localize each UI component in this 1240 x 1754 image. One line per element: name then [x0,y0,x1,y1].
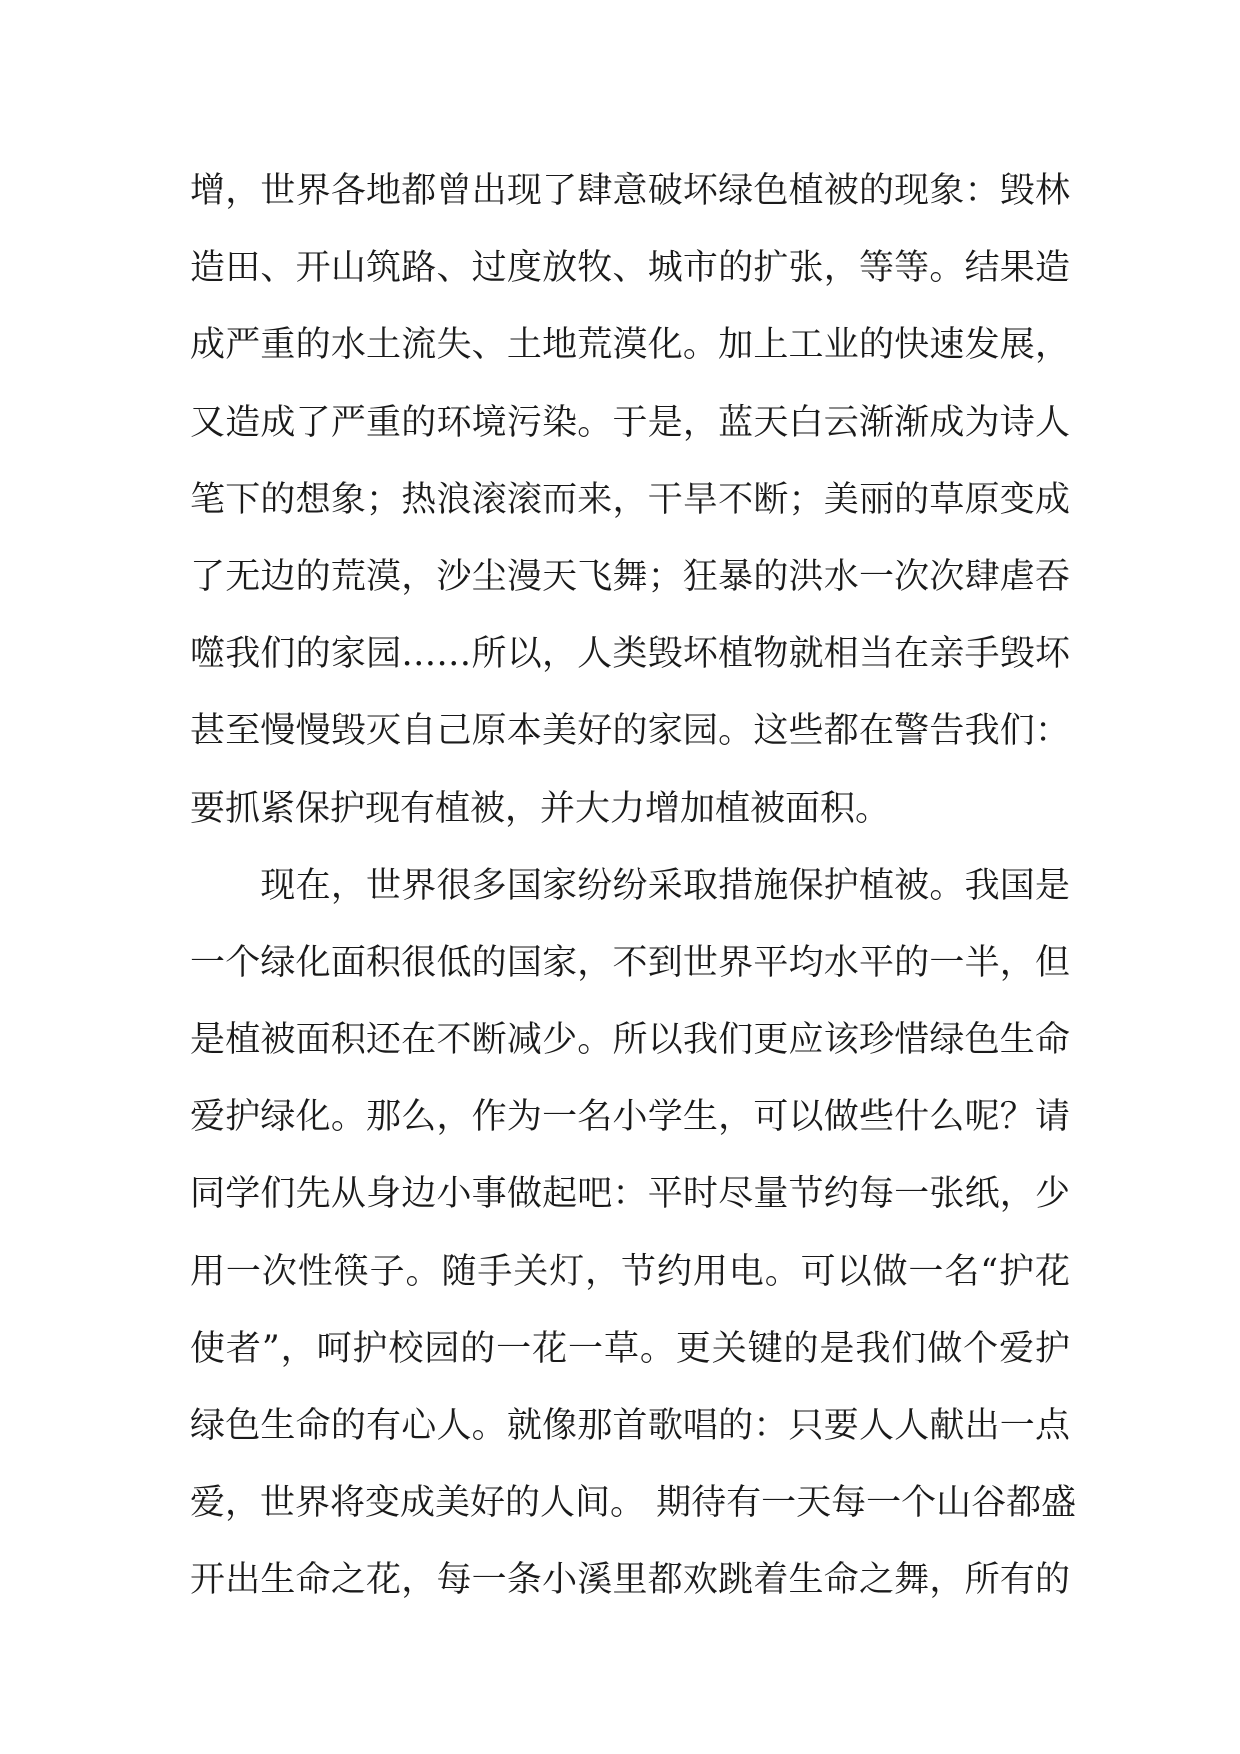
text-line: 成严重的水土流失、土地荒漠化。加上工业的快速发展， [190,325,1070,366]
text-line: 同学们先从身边小事做起吧：平时尽量节约每一张纸，少 [190,1174,1070,1215]
paragraph-start-line: 现在，世界很多国家纷纷采取措施保护植被。我国是 [190,865,1070,906]
text-line: 增，世界各地都曾出现了肆意破坏绿色植被的现象：毁林 [190,171,1070,211]
text-line: 爱护绿化。那么，作为一名小学生，可以做些什么呢？请 [190,1097,1070,1138]
text-line: 甚至慢慢毁灭自己原本美好的家园。这些都在警告我们： [190,711,1070,752]
text-line: 绿色生命的有心人。就像那首歌唱的：只要人人献出一点 [190,1406,1070,1446]
text-line: 开出生命之花，每一条小溪里都欢跳着生命之舞，所有的 [190,1560,1070,1601]
text-line: 用一次性筷子。随手关灯，节约用电。可以做一名“护花 [190,1251,1070,1292]
text-line: 爱，世界将变成美好的人间。 期待有一天每一个山谷都盛 [190,1483,1077,1524]
text-line: 了无边的荒漠，沙尘漫天飞舞；狂暴的洪水一次次肆虐吞 [190,556,1070,597]
text-line: 一个绿化面积很低的国家，不到世界平均水平的一半，但 [190,942,1070,983]
text-line: 使者”，呵护校园的一花一草。更关键的是我们做个爱护 [190,1328,1070,1369]
paragraph-end-line: 要抓紧保护现有植被，并大力增加植被面积。 [190,788,891,829]
body-text [190,168,1077,1635]
text-line: 又造成了严重的环境污染。于是，蓝天白云渐渐成为诗人 [190,402,1070,443]
text-line: 造田、开山筑路、过度放牧、城市的扩张，等等。结果造 [190,248,1070,289]
text-line: 是植被面积还在不断减少。所以我们更应该珍惜绿色生命 [190,1020,1070,1061]
text-line: 笔下的想象；热浪滚滚而来，干旱不断；美丽的草原变成 [190,479,1070,520]
text-line: 噬我们的家园……所以，人类毁坏植物就相当在亲手毁坏 [190,634,1070,675]
